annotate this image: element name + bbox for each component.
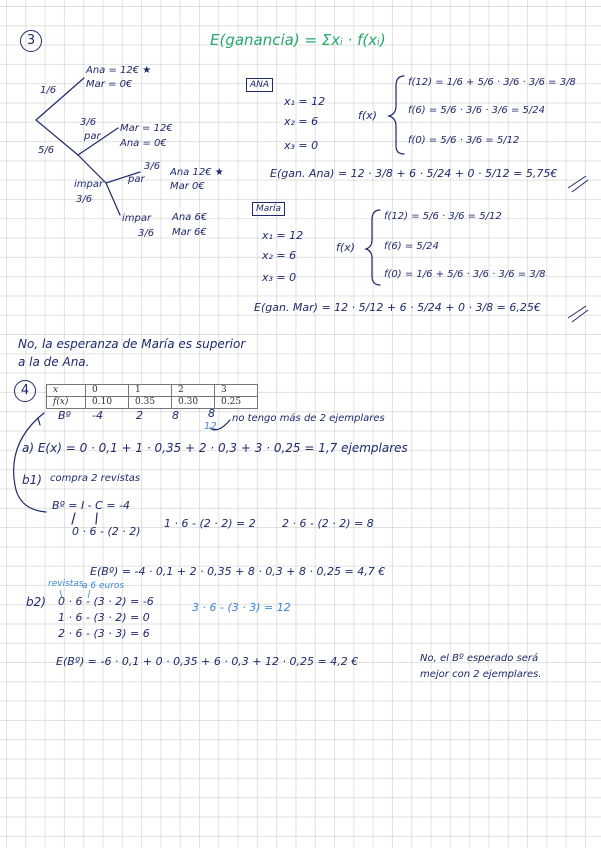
tree-prob: 3/6	[138, 228, 155, 239]
tree-label: par	[128, 174, 145, 185]
b2-case-0: 0 · 6 - (3 · 2) = -6	[58, 595, 154, 608]
maria-expectation: E(gan. Mar) = 12 · 5/12 + 6 · 5/24 + 0 · 3/8 = 6,25€	[254, 301, 541, 314]
benefit-value: 2	[136, 409, 143, 422]
maria-label-box: María	[252, 202, 285, 216]
problem-4-number: 4	[14, 380, 36, 402]
part-b2-label: b2)	[26, 595, 46, 609]
b1-case-1: 1 · 6 - (2 · 2) = 2	[164, 517, 256, 530]
ana-f12: f(12) = 1/6 + 5/6 · 3/6 · 3/6 = 3/8	[408, 77, 576, 88]
ana-x1: x₁ = 12	[284, 95, 326, 108]
tree-label: Ana = 0€	[120, 138, 167, 149]
arrow-curve	[14, 418, 46, 512]
tree-label: Ana = 12€ ★	[86, 65, 152, 76]
benefit-value: 8	[208, 407, 215, 420]
ana-x3: x₃ = 0	[284, 139, 319, 152]
part-b1-note: compra 2 revistas	[50, 473, 141, 484]
ana-expectation: E(gan. Ana) = 12 · 3/8 + 6 · 5/24 + 0 · 5/12 = 5,75€	[270, 167, 558, 180]
b1-expectation: E(Bº) = -4 · 0,1 + 2 · 0,35 + 8 · 0,3 + 8 · 0,25 = 4,7 €	[90, 565, 386, 578]
part-a-expectation: a) E(x) = 0 · 0,1 + 1 · 0,35 + 2 · 0,3 + 3 · 0,25 = 1,7 ejemplares	[22, 441, 408, 455]
tree-label: Mar = 12€	[120, 123, 173, 134]
brace	[366, 210, 380, 285]
underline-mark	[568, 306, 588, 322]
b1-case-2: 2 · 6 - (2 · 2) = 8	[282, 517, 374, 530]
table-header-f: f(x)	[47, 397, 86, 409]
b2-case-1: 1 · 6 - (3 · 2) = 0	[58, 611, 150, 624]
table-header-x: x	[47, 385, 86, 397]
part-b1-label: b1)	[22, 473, 42, 487]
tree-prob: 3/6	[80, 117, 97, 128]
b1-formula: Bº = I - C = -4	[52, 499, 131, 512]
conclusion-line-1: No, la esperanza de María es superior	[18, 337, 246, 351]
tree-prob: 5/6	[38, 145, 55, 156]
formula-title: E(ganancia) = Σxᵢ · f(xᵢ)	[210, 31, 386, 49]
maria-fx: f(x)	[336, 241, 355, 254]
distribution-table	[46, 384, 258, 409]
table-row	[47, 385, 258, 397]
problem-3-number: 3	[20, 30, 42, 52]
arrow-head	[38, 413, 44, 425]
benefit-label: Bº	[58, 409, 71, 422]
table-cell: 0	[86, 385, 129, 397]
maria-f12: f(12) = 5/6 · 3/6 = 5/12	[384, 211, 502, 222]
table-cell: 0.10	[86, 397, 129, 409]
table-cell: 3	[215, 385, 258, 397]
tree-label: par	[84, 131, 101, 142]
tree-prob: 3/6	[76, 194, 93, 205]
arrow-small	[72, 513, 75, 524]
ana-x2: x₂ = 6	[284, 115, 319, 128]
tree-branch	[106, 183, 120, 215]
tree-label: impar	[74, 179, 104, 190]
table-cell: 0.35	[129, 397, 172, 409]
b2-expectation: E(Bº) = -6 · 0,1 + 0 · 0,35 + 6 · 0,3 + 12 · 0,25 = 4,2 €	[56, 655, 359, 668]
maria-x1: x₁ = 12	[262, 229, 304, 242]
underline-mark	[568, 176, 588, 192]
tree-label: Ana 6€	[172, 212, 208, 223]
ana-f0: f(0) = 5/6 · 3/6 = 5/12	[408, 135, 520, 146]
maria-f0: f(0) = 1/6 + 5/6 · 3/6 · 3/6 = 3/8	[384, 269, 546, 280]
maria-f6: f(6) = 5/24	[384, 241, 439, 252]
maria-x3: x₃ = 0	[262, 271, 297, 284]
table-row	[47, 397, 258, 409]
conclusion-line-2: a la de Ana.	[18, 355, 90, 369]
tree-label: impar	[122, 213, 152, 224]
tree-label: Mar 0€	[170, 181, 205, 192]
b2-note-euros: a 6 euros	[82, 581, 125, 591]
b1-case-0: 0 · 6 - (2 · 2)	[72, 525, 141, 538]
brace	[389, 76, 404, 154]
note-twelve: 12	[204, 421, 217, 432]
table-cell: 0.30	[172, 397, 215, 409]
ana-fx: f(x)	[358, 109, 377, 122]
benefit-value: -4	[92, 409, 103, 422]
benefit-value: 8	[172, 409, 179, 422]
tree-label: Ana 12€ ★	[170, 167, 224, 178]
table-cell: 0.25	[215, 397, 258, 409]
maria-x2: x₂ = 6	[262, 249, 297, 262]
tree-label: Mar = 0€	[86, 79, 133, 90]
b2-case-3: 3 · 6 - (3 · 3) = 12	[192, 601, 291, 614]
b2-case-2: 2 · 6 - (3 · 3) = 6	[58, 627, 150, 640]
note-text: no tengo más de 2 ejemplares	[232, 413, 385, 424]
tree-label: Mar 6€	[172, 227, 207, 238]
table-cell: 2	[172, 385, 215, 397]
tree-prob: 3/6	[144, 161, 161, 172]
ana-label-box: ANA	[246, 78, 273, 92]
table-cell: 1	[129, 385, 172, 397]
ana-f6: f(6) = 5/6 · 3/6 · 3/6 = 5/24	[408, 105, 545, 116]
b2-conclusion-1: No, el Bº esperado será	[420, 653, 539, 664]
arrow-small	[96, 513, 97, 524]
b2-note-revistas: revistas	[48, 579, 84, 589]
b2-conclusion-2: mejor con 2 ejemplares.	[420, 669, 542, 680]
tree-prob: 1/6	[40, 85, 57, 96]
